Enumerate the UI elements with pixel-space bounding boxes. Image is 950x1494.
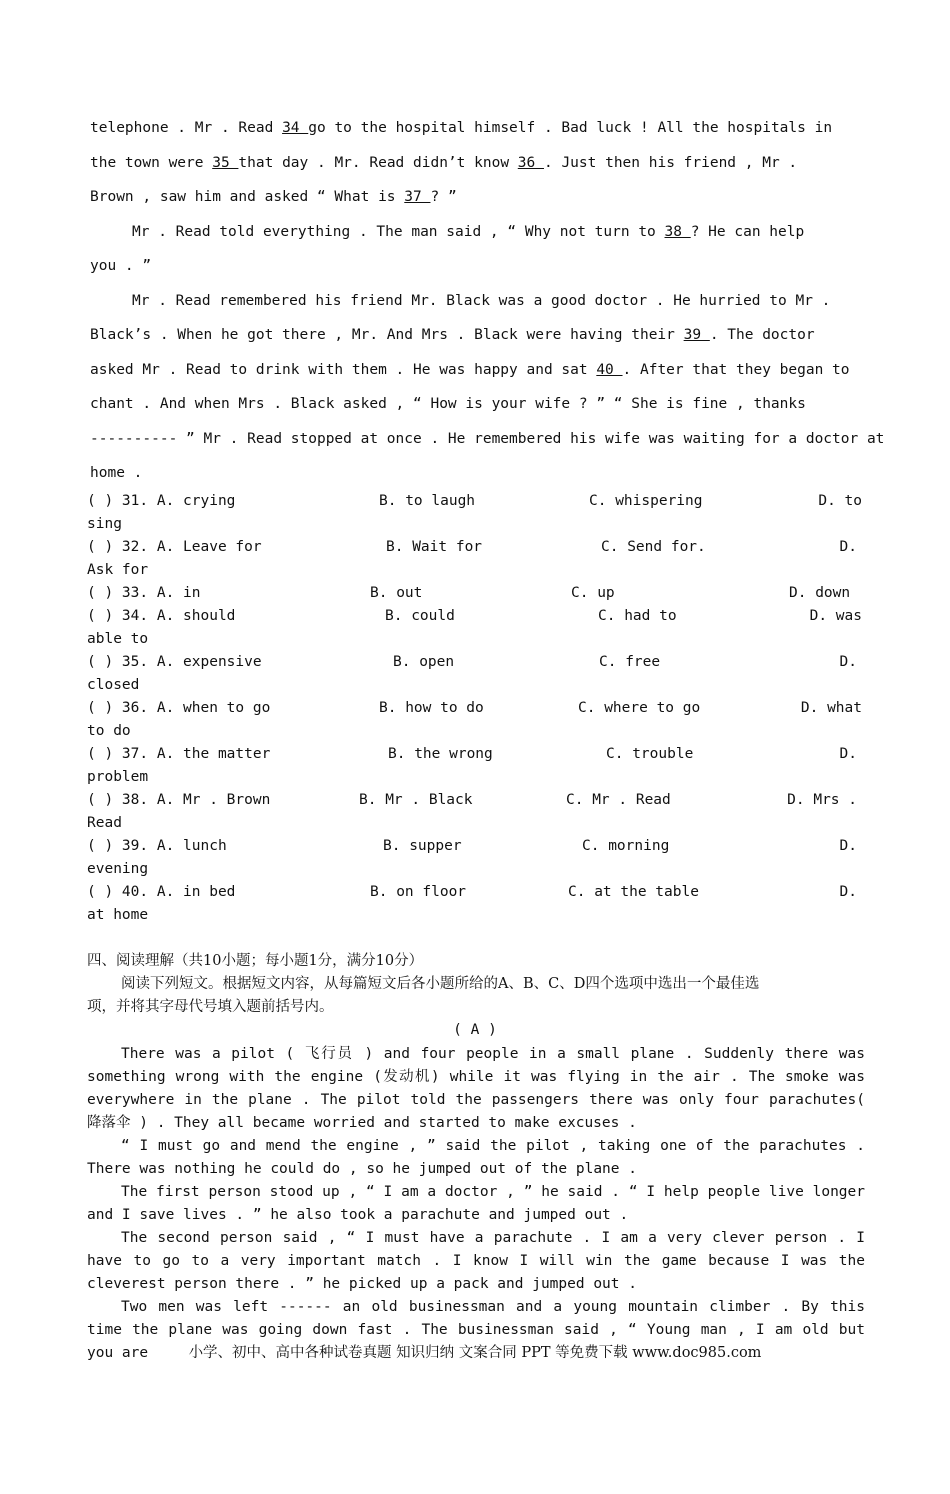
passage-paragraph: The second person said , “ I must have a parachute . I am a very clever person . I have to go to a very important match . I know I will win the game because I was the cleverest person there . ” he picked up a pack and jumped out . (87, 1230, 865, 1292)
passage-paragraph: “ I must go and mend the engine , ” said the pilot , taking one of the parachutes . There was nothing he could do , so he jumped out of the plane . (87, 1138, 865, 1177)
section-instruction: 阅读下列短文。根据短文内容，从每篇短文后各小题所给的A、B、C、D四个选项中选出一个最佳选 (121, 976, 760, 992)
page-footer: 小学、初中、高中各种试卷真题 知识归纳 文案合同 PPT 等免费下载 www.doc985.com (188, 1345, 762, 1361)
question-33: ( ) 33. A. in B. out C. up D. down (87, 585, 851, 601)
reading-passage-a (87, 1043, 865, 1365)
passage-line: telephone . Mr . Read 34 go to the hospital himself . Bad luck ! All the hospitals in (90, 120, 833, 136)
blank-37: 37 (404, 189, 431, 205)
passage-paragraph: There was a pilot ( 飞行员 ) and four people in a small plane . Suddenly there was something wrong with the engine (发动机) while it was flying in the air . The smoke was everywhere in the plane . The pilot told the passengers there was only four parachutes( 降落伞 ) . They all became worried and started to make excuses . (87, 1046, 865, 1131)
passage-line: the town were 35 that day . Mr. Read didn’t know 36 . Just then his friend , Mr . (90, 154, 798, 171)
passage-line: asked Mr . Read to drink with them . He was happy and sat 40 . After that they began to (90, 361, 850, 378)
question-39: ( ) 39. A. lunch B. supper C. morning D. evening (87, 838, 857, 877)
blank-38: 38 (664, 223, 691, 240)
passage-line: Black’s . When he got there , Mr. And Mrs . Black were having their 39 . The doctor (90, 327, 815, 343)
question-38: ( ) 38. A. Mr . Brown B. Mr . Black C. Mr . Read D. Mrs . Read (87, 792, 857, 831)
section-instruction: 项，并将其字母代号填入题前括号内。 (87, 999, 334, 1015)
question-31: ( ) 31. A. crying B. to laugh C. whispering D. to sing (87, 493, 862, 532)
passage-line: chant . And when Mrs . Black asked , “ How is your wife ? ” “ She is fine , thanks (90, 396, 806, 412)
question-37: ( ) 37. A. the matter B. the wrong C. trouble D. problem (87, 746, 857, 785)
passage-line: Mr . Read told everything . The man said , “ Why not turn to 38 ? He can help (132, 223, 805, 240)
question-32: ( ) 32. A. Leave for B. Wait for C. Send for. D. Ask for (87, 539, 857, 578)
cloze-passage (90, 111, 885, 491)
blank-35: 35 (212, 154, 239, 171)
passage-line: Brown , saw him and asked “ What is 37 ? ” (90, 189, 457, 205)
part-label: ( A ) (453, 1022, 497, 1038)
passage-line: home . (90, 465, 143, 481)
passage-paragraph: The first person stood up , “ I am a doctor , ” he said . “ I help people live longer and I save lives . ” he also took a parachute and jumped out . (87, 1184, 865, 1223)
question-34: ( ) 34. A. should B. could C. had to D. was able to (87, 608, 862, 647)
passage-line: Mr . Read remembered his friend Mr. Black was a good doctor . He hurried to Mr . (132, 292, 831, 309)
passage-line: you . ” (90, 258, 152, 274)
blank-34: 34 (282, 120, 309, 136)
passage-paragraph: Two men was left ------ an old businessman and a young mountain climber . By this time the plane was going down fast . The businessman said , “ Young man , I am old but you are (87, 1299, 865, 1361)
question-40: ( ) 40. A. in bed B. on floor C. at the table D. at home (87, 884, 857, 923)
passage-line: ---------- ” Mr . Read stopped at once . He remembered his wife was waiting for a doctor at (90, 430, 885, 447)
question-36: ( ) 36. A. when to go B. how to do C. where to go D. what to do (87, 700, 862, 739)
question-35: ( ) 35. A. expensive B. open C. free D. closed (87, 654, 857, 693)
section-4-header (87, 950, 865, 1019)
blank-36: 36 (517, 154, 544, 171)
blank-40: 40 (596, 361, 623, 378)
section-title: 四、阅读理解（共10小题；每小题1分，满分10分） (87, 953, 424, 969)
answer-options (87, 490, 862, 927)
blank-39: 39 (683, 327, 710, 343)
